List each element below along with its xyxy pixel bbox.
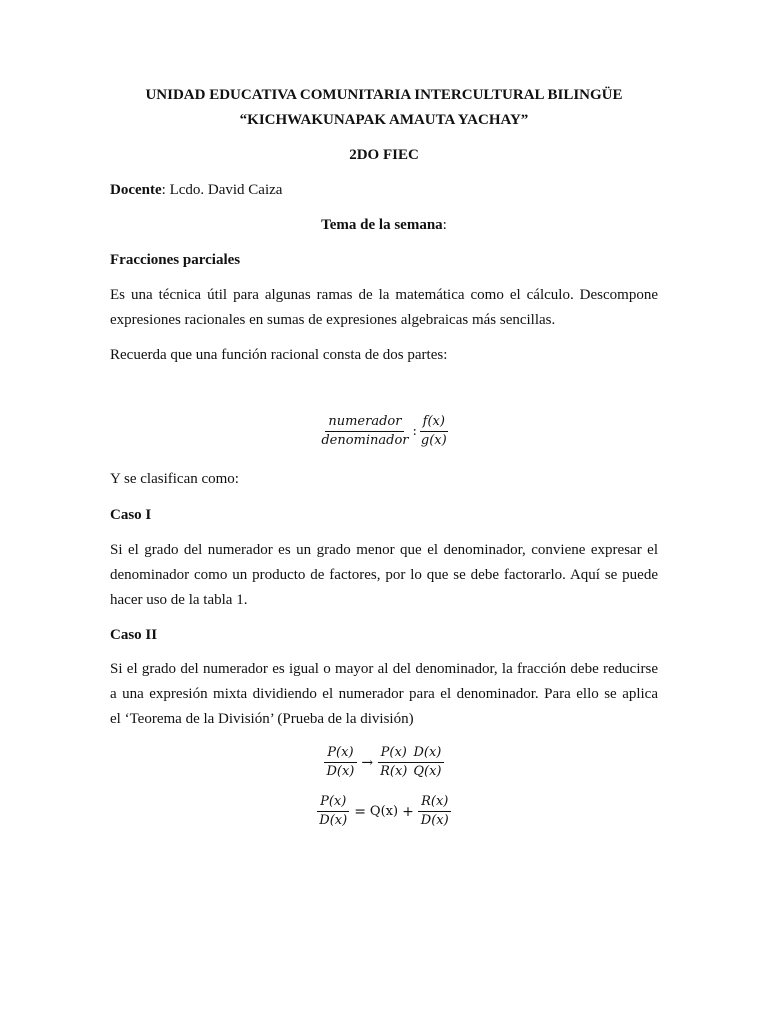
d-denominator-3: D(x) xyxy=(420,813,449,828)
tema-label: Tema de la semana xyxy=(321,217,443,233)
caso1-title: Caso I xyxy=(110,507,152,523)
recuerda-text: Recuerda que una función racional consta de dos partes: xyxy=(110,347,448,363)
d-denominator-2: D(x) xyxy=(319,813,348,828)
colon-symbol: : xyxy=(412,424,417,439)
numerator-function: f(x) xyxy=(420,414,448,432)
arrow-symbol: → xyxy=(361,754,374,771)
docente-value: : Lcdo. David Caiza xyxy=(161,182,283,198)
tema-suffix: : xyxy=(442,217,447,233)
rd-fraction xyxy=(418,794,452,829)
intro-line1: Es una técnica útil para algunas ramas de la matemática como el cálculo. Descompone xyxy=(110,287,658,303)
course-title: 2DO FIEC xyxy=(349,147,419,163)
denominator-function: g(x) xyxy=(420,433,447,448)
denominator-word: denominador xyxy=(321,433,409,448)
word-fraction xyxy=(318,414,411,449)
q-denominator: Q(x) xyxy=(413,764,442,779)
dq-fraction xyxy=(410,745,444,780)
caso1-line2: denominador como un producto de factores, por lo que se debe factorarlo. Aquí se puede xyxy=(110,567,658,583)
pd-fraction-2 xyxy=(316,794,350,829)
rational-function-formula xyxy=(0,414,768,449)
docente-line xyxy=(110,180,282,200)
r-denominator: R(x) xyxy=(380,764,408,779)
caso2-line1: Si el grado del numerador es igual o mayor al del denominador, la fracción debe reducirse xyxy=(110,661,658,677)
quotient-term: Q(x) xyxy=(369,804,399,819)
intro-line2: expresiones racionales en sumas de expresiones algebraicas más sencillas. xyxy=(110,312,556,328)
school-name-line2: “KICHWAKUNAPAK AMAUTA YACHAY” xyxy=(239,112,529,128)
r-numerator: R(x) xyxy=(418,794,451,812)
equals-symbol: = xyxy=(354,803,366,820)
plus-symbol: + xyxy=(402,803,414,820)
docente-label: Docente xyxy=(110,182,162,198)
p-numerator: P(x) xyxy=(324,745,356,763)
caso1-line3: hacer uso de la tabla 1. xyxy=(110,592,248,608)
mixed-expression-formula xyxy=(0,794,768,829)
function-fraction xyxy=(418,414,450,449)
pr-fraction xyxy=(377,745,410,780)
topic-title: Fracciones parciales xyxy=(110,252,241,268)
caso2-title: Caso II xyxy=(110,627,158,643)
school-name-line1: UNIDAD EDUCATIVA COMUNITARIA INTERCULTURAL BILINGÜE xyxy=(145,87,623,103)
clasifican-text: Y se clasifican como: xyxy=(110,471,239,487)
caso1-line1: Si el grado del numerador es un grado menor que el denominador, conviene expresar el xyxy=(110,542,658,558)
d-denominator: D(x) xyxy=(326,764,355,779)
d-numerator: D(x) xyxy=(410,745,444,763)
p-numerator-3: P(x) xyxy=(317,794,349,812)
caso2-line2: a una expresión mixta dividiendo el numerador para el denominador. Para ello se aplica xyxy=(110,686,658,702)
p-numerator-2: P(x) xyxy=(378,745,410,763)
division-formula xyxy=(0,745,768,780)
pd-fraction xyxy=(323,745,357,780)
caso2-line3: el ‘Teorema de la División’ (Prueba de la división) xyxy=(110,711,414,727)
tema-line xyxy=(0,215,768,235)
numerator-word: numerador xyxy=(325,414,404,432)
